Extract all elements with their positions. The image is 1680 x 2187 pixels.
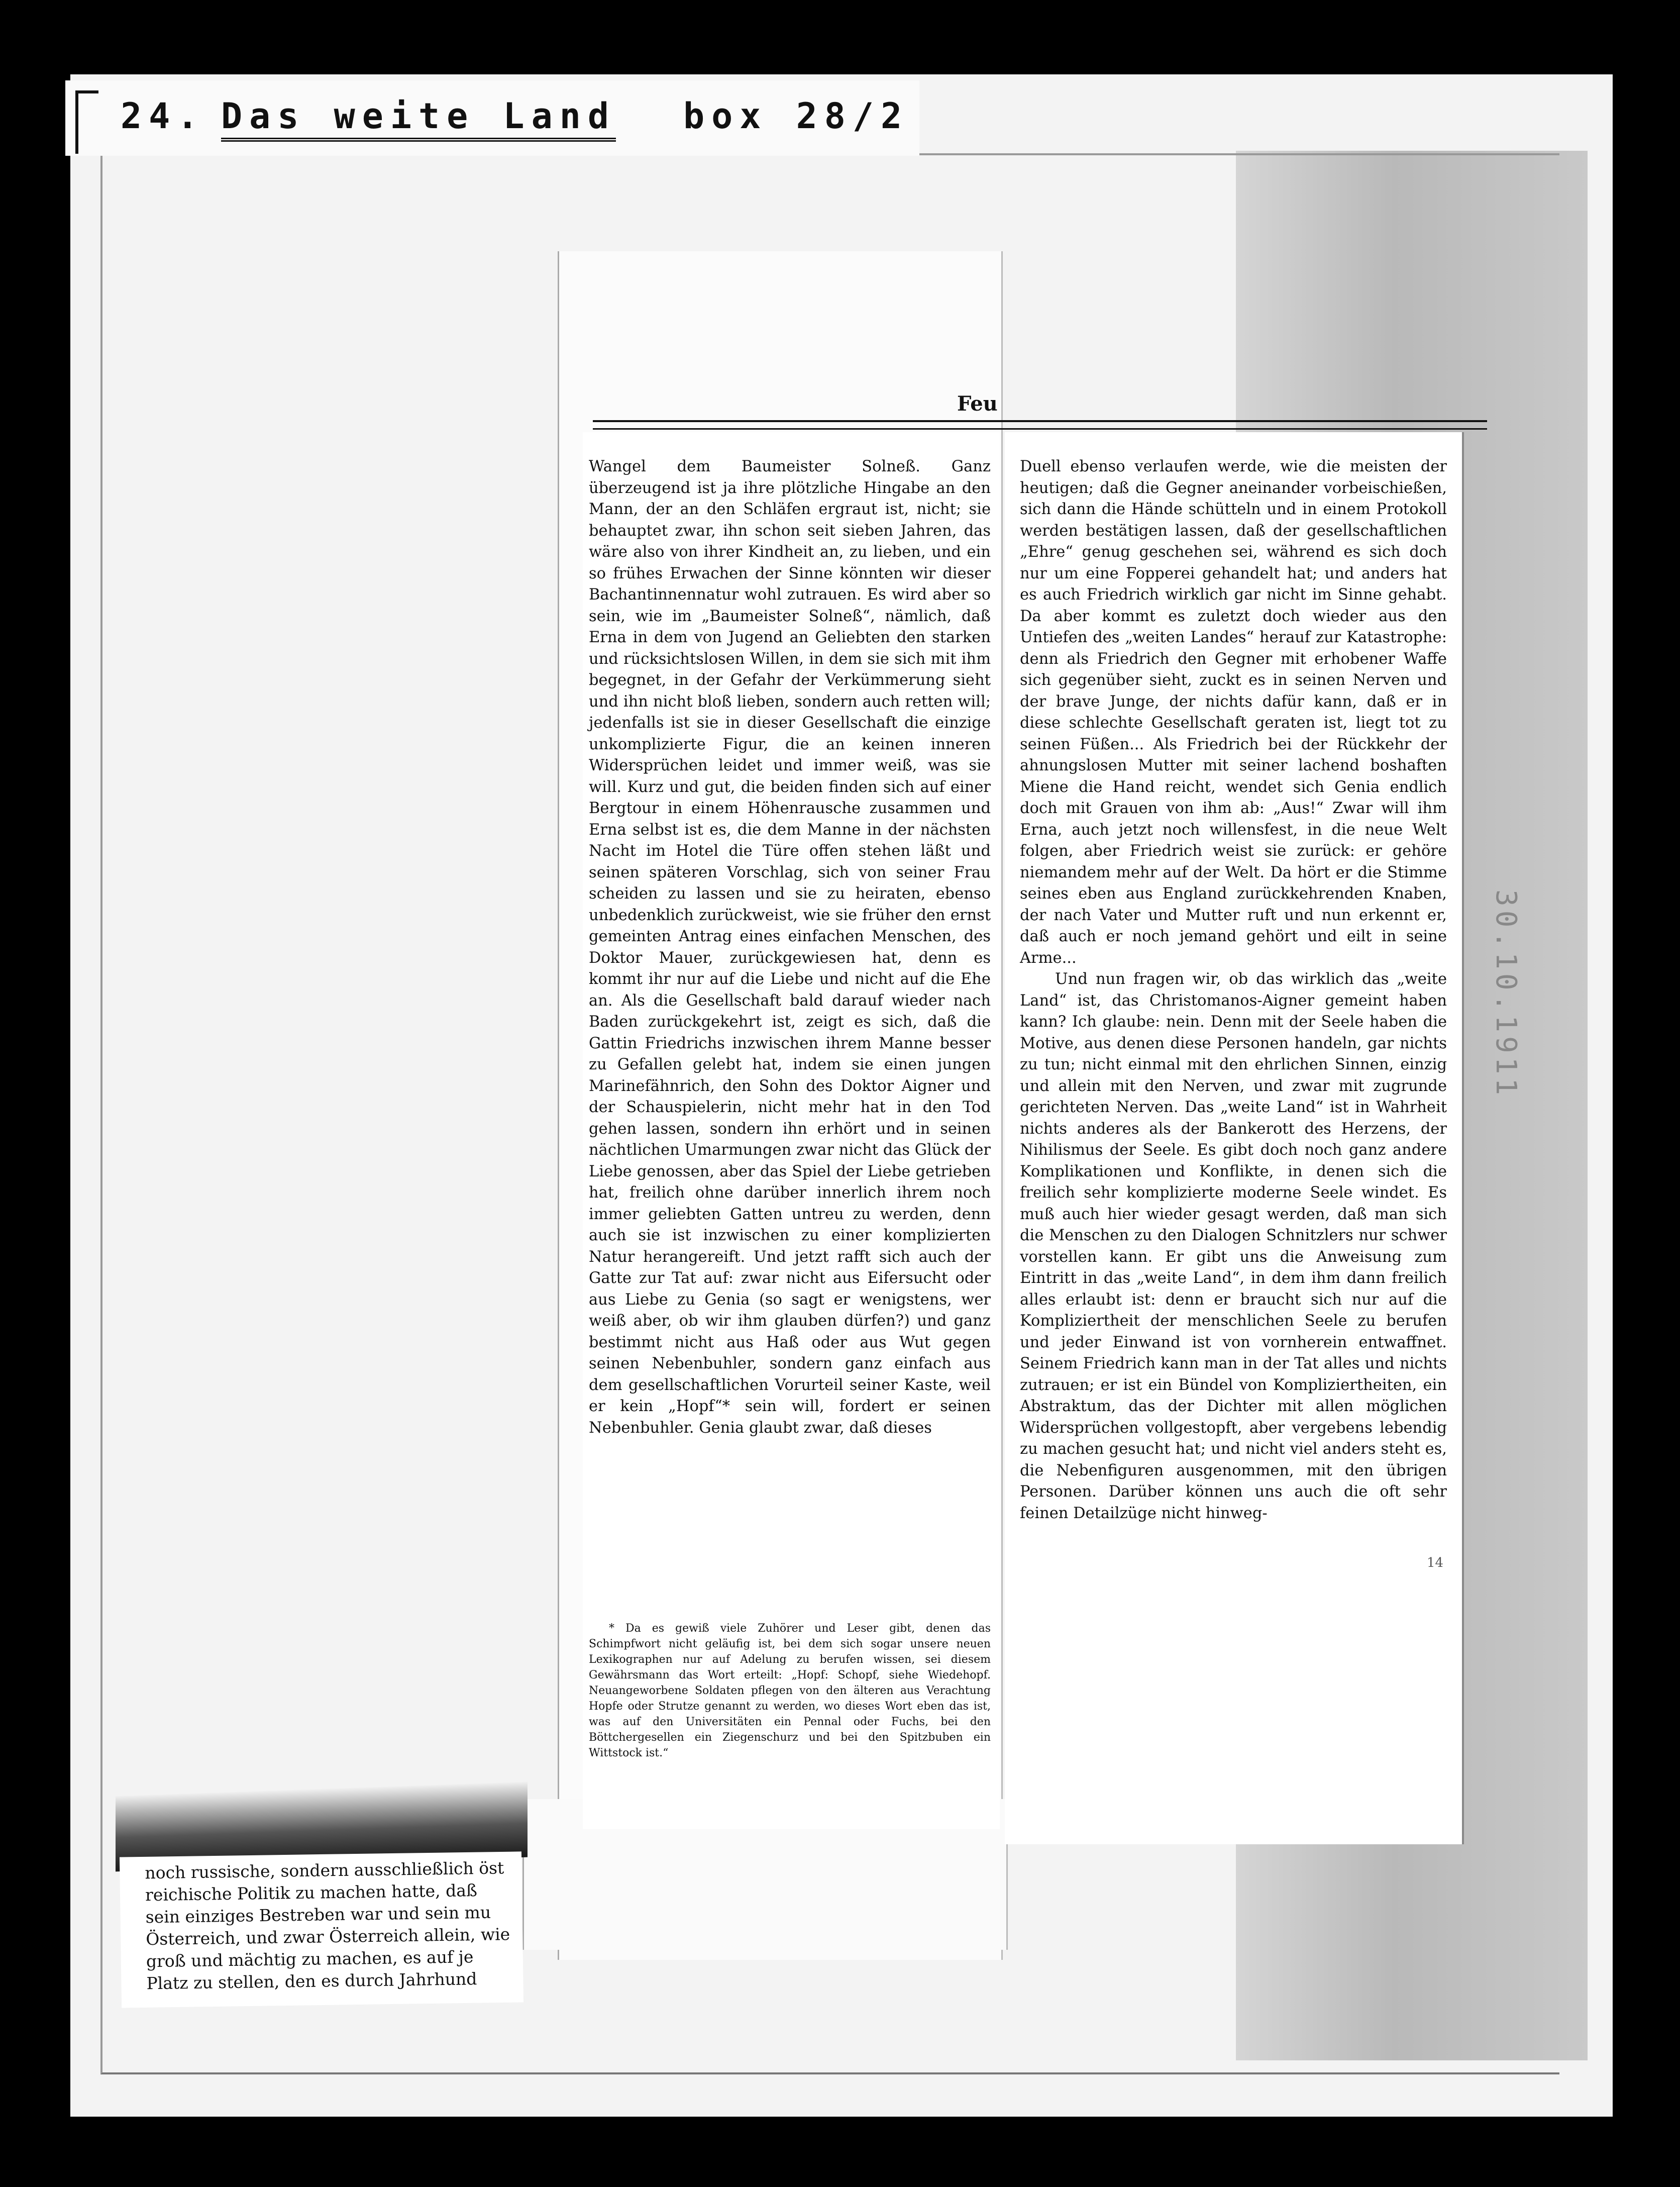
date-stamp-text: 30.10.1911 (1490, 889, 1522, 1100)
date-stamp (1467, 879, 1547, 1231)
article-column-2 (1020, 456, 1447, 1524)
article-column-1 (589, 456, 991, 1439)
clipping-line: Österreich, und zwar Österreich allein, wie (146, 1924, 510, 1949)
clipping-line: sein einziges Bestreben war und sein mu (145, 1902, 491, 1927)
corner-mark (75, 90, 98, 154)
clipping-line: groß und mächtig zu machen, es auf je (146, 1947, 474, 1971)
margin-mark: 14 (1427, 1555, 1444, 1570)
label-number: 24. (121, 95, 205, 137)
label-title: Das weite Land (221, 95, 616, 142)
clipping-line: reichische Politik zu machen hatte, daß (145, 1880, 478, 1905)
paragraph: Wangel dem Baumeister Solneß. Ganz überzeugend ist ja ihre plötzliche Hingabe an den Mann, der an den Schläfen ergraut ist, nicht; sie behauptet zwar, ihn schon seit sieben Jahren, das wäre also von ihrer Kindheit an, zu lieben, und ein so frühes Erwachen der Sinne könnten wir dieser Bachantinnennatur wohl zutrauen. Es wird aber so sein, wie im „Baumeister Solneß“, nämlich, daß Erna in dem von Jugend an Geliebten den starken und rücksichtslosen Willen, in dem sie sich mit ihm begegnet, in der Gefahr der Verkümmerung sieht und ihn nicht bloß lieben, sondern auch retten will; jedenfalls ist sie in dieser Gesellschaft die einzige unkomplizierte Figur, die an keinen inneren Widersprüchen leidet und immer weiß, was sie will. Kurz und gut, die beiden finden sich auf einer Bergtour in einem Höhenrausche zusammen und Erna selbst ist es, die dem Manne in der nächsten Nacht im Hotel die Türe offen stehen läßt und seinen späteren Vorschlag, sich von seiner Frau scheiden zu lassen und sie zu heiraten, ebenso unbedenklich zurückweist, wie sie früher den ernst gemeinten Antrag eines einfachen Menschen, des Doktor Mauer, zurückgewiesen hat, denn es kommt ihr nur auf die Liebe und nicht auf die Ehe an. Als die Gesellschaft bald darauf wieder nach Baden zurückgekehrt ist, zeigt es sich, daß die Gattin Friedrichs inzwischen ihrem Manne besser zu Gefallen gelebt hat, indem sie einen jungen Marinefähnrich, den Sohn des Doktor Aigner und der Schauspielerin, nicht mehr hat in den Tod gehen lassen, sondern ihn erhört und in seinen nächtlichen Umarmungen zwar nicht das Glück der Liebe genossen, aber das Spiel der Liebe getrieben hat, freilich ohne darüber innerlich ihrem noch immer geliebten Gatten untreu zu werden, denn auch sie ist inzwischen zu einer komplizierten Natur herangereift. Und jetzt rafft sich auch der Gatte zur Tat auf: zwar nicht aus Eifersucht oder aus Liebe zu Genia (so sagt er wenigstens, wer weiß aber, ob wir ihm glauben dürfen?) und ganz bestimmt nicht aus Haß oder aus Wut gegen seinen Nebenbuhler, sondern ganz einfach aus dem gesellschaftlichen Vorurteil seiner Kaste, weil er kein „Hopf“* sein will, fordert er seinen Nebenbuhler. Genia glaubt zwar, daß dieses (589, 458, 991, 1437)
bottom-clipping-text (145, 1857, 529, 1995)
masthead-fragment: Feu (957, 392, 998, 416)
footnote-text: * Da es gewiß viele Zuhörer und Leser gibt, denen das Schimpfwort nicht geläufig ist, bei dem sich sogar unsere neuen Lexikographen nur auf Adelung zu berufen wissen, sei diesem Gewährsmann das Wort erteilt: „Hopf: Schopf, siehe Wiedehopf. Neuangeworbene Soldaten pflegen von den älteren aus Verachtung Hopfe oder Strutze genannt zu werden, wo dieses Wort eben das ist, was auf den Universitäten ein Pennal oder Fuchs, bei den Böttchergesellen ein Ziegenschurz und bei den Spitzbuben ein Wittstock ist.“ (589, 1622, 991, 1759)
paragraph: Und nun fragen wir, ob das wirklich das „weite Land“ ist, das Christomanos-Aigner gemeint haben kann? Ich glaube: nein. Denn mit der Seele haben die Motive, aus denen diese Personen handeln, gar nichts zu tun; nicht einmal mit den ehrlichen Sinnen, einzig und allein mit den Nerven, und zwar mit zugrunde gerichteten Nerven. Das „weite Land“ ist in Wahrheit nichts anderes als der Bankerott des Herzens, der Nihilismus der Seele. Es gibt doch noch ganz andere Komplikationen und Konflikte, in denen sich die freilich sehr komplizierte moderne Seele windet. Es muß auch hier wieder gesagt werden, daß man sich die Menschen zu den Dialogen Schnitzlers nur schwer vorstellen kann. Er gibt uns die Anweisung zum Eintritt in das „weite Land“, in dem ihm dann freilich alles erlaubt ist: denn er braucht sich nur auf die Kompliziertheit der menschlichen Seele zu berufen und jeder Einwand ist von vornherein entwaffnet. Seinem Friedrich kann man in der Tat alles und nichts zutrauen; er ist ein Bündel von Kompliziertheiten, ein Abstraktum, das der Dichter mit allen möglichen Widersprüchen vollgestopft, aber vergebens lebendig zu machen gesucht hat; und nicht viel anders steht es, die Nebenfiguren ausgenommen, mit den übrigen Personen. Darüber können uns auch die oft sehr feinen Detailzüge nicht hinweg- (1020, 970, 1447, 1522)
masthead-rule (593, 420, 1487, 430)
label-box: box 28/2 (683, 95, 909, 137)
clipping-line: Platz zu stellen, den es durch Jahrhund (146, 1969, 477, 1994)
footnote (589, 1621, 991, 1761)
clipping-line: noch russische, sondern ausschließlich öst (145, 1858, 504, 1883)
paragraph: Duell ebenso verlaufen werde, wie die meisten der heutigen; daß die Gegner aneinander vorbeischießen, sich dann die Hände schütteln und in einem Protokoll werden bestätigen lassen, daß der gesellschaftlichen „Ehre“ genug geschehen sei, während es sich doch nur um eine Fopperei gehandelt hat; und anders hat es auch Friedrich wirklich gar nicht im Sinne gehabt. Da aber kommt es zuletzt doch wieder aus den Untiefen des „weiten Landes“ herauf zur Katastrophe: denn als Friedrich den Gegner mit erhobener Waffe sich gegenüber sieht, zuckt es in seinen Nerven und der brave Junge, der nichts dafür kann, daß er in diese schlechte Gesellschaft geraten ist, liegt tot zu seinen Füßen... Als Friedrich bei der Rückkehr der ahnungslosen Mutter mit seiner lachend boshaften Miene die Hand reicht, wendet sich Genia endlich doch mit Grauen von ihm ab: „Aus!“ Zwar will ihm Erna, auch jetzt noch willensfest, in die neue Welt folgen, aber Friedrich weist sie zurück: er gehöre niemandem mehr auf der Welt. Da hört er die Stimme seines eben aus England zurückkehrenden Knaben, der nach Vater und Mutter ruft und nun erkennt er, daß auch er noch jemand gehört und eilt in seine Arme... (1020, 458, 1447, 967)
